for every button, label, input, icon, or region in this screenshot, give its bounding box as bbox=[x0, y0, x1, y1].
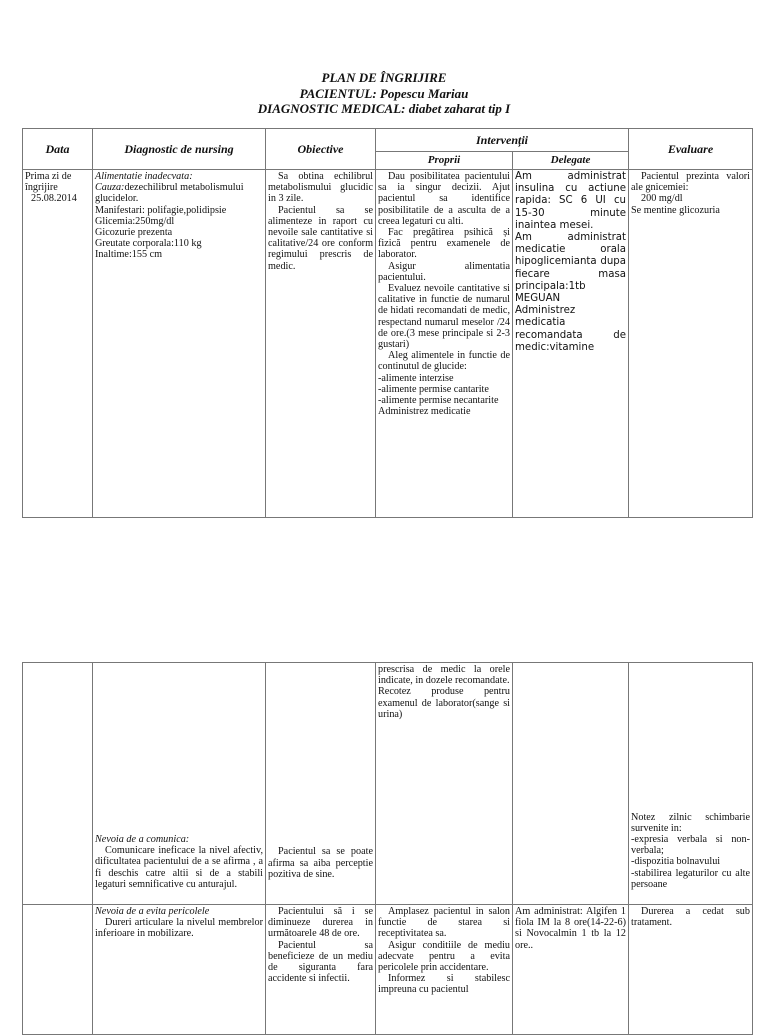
medical-diagnosis: DIAGNOSTIC MEDICAL: diabet zaharat tip I bbox=[257, 101, 511, 116]
col-header-interventii: Intervenții bbox=[376, 129, 629, 152]
cell-interventions-own: prescrisa de medic la orele indicate, in dozele recomandate. Recotez produse pentru examenul de laborator(sange si urina) bbox=[376, 663, 513, 905]
cell-interventions-own: Dau posibilitatea pacientului sa ia singur decizii. Ajut pacientul sa identifice posibilitatile de a asculta de a creea legaturi cu alti. Fac pregătirea psihică și fizică pentru examenele de laborator. Asigur alimentatia pacientului. Evaluez nevoile cantitative si calitative in functie de numarul de hidati recomandati de medic, respectand numarul meselor /24 de ore.(3 mese principale si 2-3 gustari) Aleg alimentele in functie de continutul de glucide: -alimente interzise -alimente permise cantarite -alimente permise necantarite Administrez medicatie bbox=[376, 170, 513, 518]
col-header-obiective: Obiective bbox=[266, 129, 376, 170]
cell-interventions-delegated bbox=[513, 663, 629, 905]
cell-evaluation: Notez zilnic schimbarie survenite in: -expresia verbala si non-verbala; -dispozitia bolnavului -stabilirea legaturilor cu alte persoane bbox=[629, 663, 753, 905]
cell-objectives: Pacientul sa se poate afirma sa aiba perceptie pozitiva de sine. bbox=[266, 663, 376, 905]
cell-diagnostic: Nevoia de a evita pericolele Dureri articulare la nivelul membrelor inferioare in mobilizare. bbox=[93, 905, 266, 1035]
cell-diagnostic: Nevoia de a comunica: Comunicare ineficace la nivel afectiv, dificultatea pacientului de a se afirma , a fi deschis catre altii si de a stabili legaturi semnificative cu anturajul. bbox=[93, 663, 266, 905]
cell-diagnostic: Alimentatie inadecvata: Cauza:dezechilibrul metabolismului glucidelor. Manifestari: polifagie,polidipsie Glicemia:250mg/dl Gicozurie prezenta Greutate corporala:110 kg Inaltime:155 cm bbox=[93, 170, 266, 518]
care-plan-table-page-2 bbox=[22, 662, 753, 1035]
col-header-diagnostic: Diagnostic de nursing bbox=[93, 129, 266, 170]
cell-interventions-delegated: Am administrat insulina cu actiune rapida: SC 6 UI cu 15-30 minute inaintea mesei. Am administrat medicatie orala hipoglicemianta dupa fiecare masa principala:1tb MEGUAN Administrez medicatia recomandata de medic:vitamine bbox=[513, 170, 629, 518]
cell-interventions-delegated: Am administrat: Algifen 1 fiola IM la 8 ore(14-22-6) si Novocalmin 1 tb la 12 ore.. bbox=[513, 905, 629, 1035]
col-header-delegate: Delegate bbox=[513, 152, 629, 170]
care-plan-table-page-1 bbox=[22, 128, 753, 518]
table-row bbox=[23, 170, 753, 518]
cell-date bbox=[23, 663, 93, 905]
cell-date: Prima zi de îngrijire 25.08.2014 bbox=[23, 170, 93, 518]
table-row bbox=[23, 905, 753, 1035]
cell-objectives: Sa obtina echilibrul metabolismului glucidic in 3 zile. Pacientul sa se alimenteze in raport cu nevoile sale cantitative si calitative/24 ore conform regimului prescris de medic. bbox=[266, 170, 376, 518]
plan-title: PLAN DE ÎNGRIJIRE bbox=[321, 70, 447, 85]
cell-interventions-own: Amplasez pacientul in salon functie de starea si receptivitatea sa. Asigur conditiile de mediu adecvate pentru a evita pericolele prin accidentare. Informez si stabilesc impreuna cu pacientul bbox=[376, 905, 513, 1035]
col-header-data: Data bbox=[23, 129, 93, 170]
col-header-proprii: Proprii bbox=[376, 152, 513, 170]
cell-date bbox=[23, 905, 93, 1035]
cell-objectives: Pacientului să i se diminueze durerea in următoarele 48 de ore. Pacientul sa beneficieze de un mediu de siguranta fara accidente si infectii. bbox=[266, 905, 376, 1035]
table-row bbox=[23, 663, 753, 905]
col-header-evaluare: Evaluare bbox=[629, 129, 753, 170]
cell-evaluation: Durerea a cedat sub tratament. bbox=[629, 905, 753, 1035]
patient-name: PACIENTUL: Popescu Mariau bbox=[299, 86, 469, 101]
cell-evaluation: Pacientul prezinta valori ale gnicemiei: 200 mg/dl Se mentine glicozuria bbox=[629, 170, 753, 518]
